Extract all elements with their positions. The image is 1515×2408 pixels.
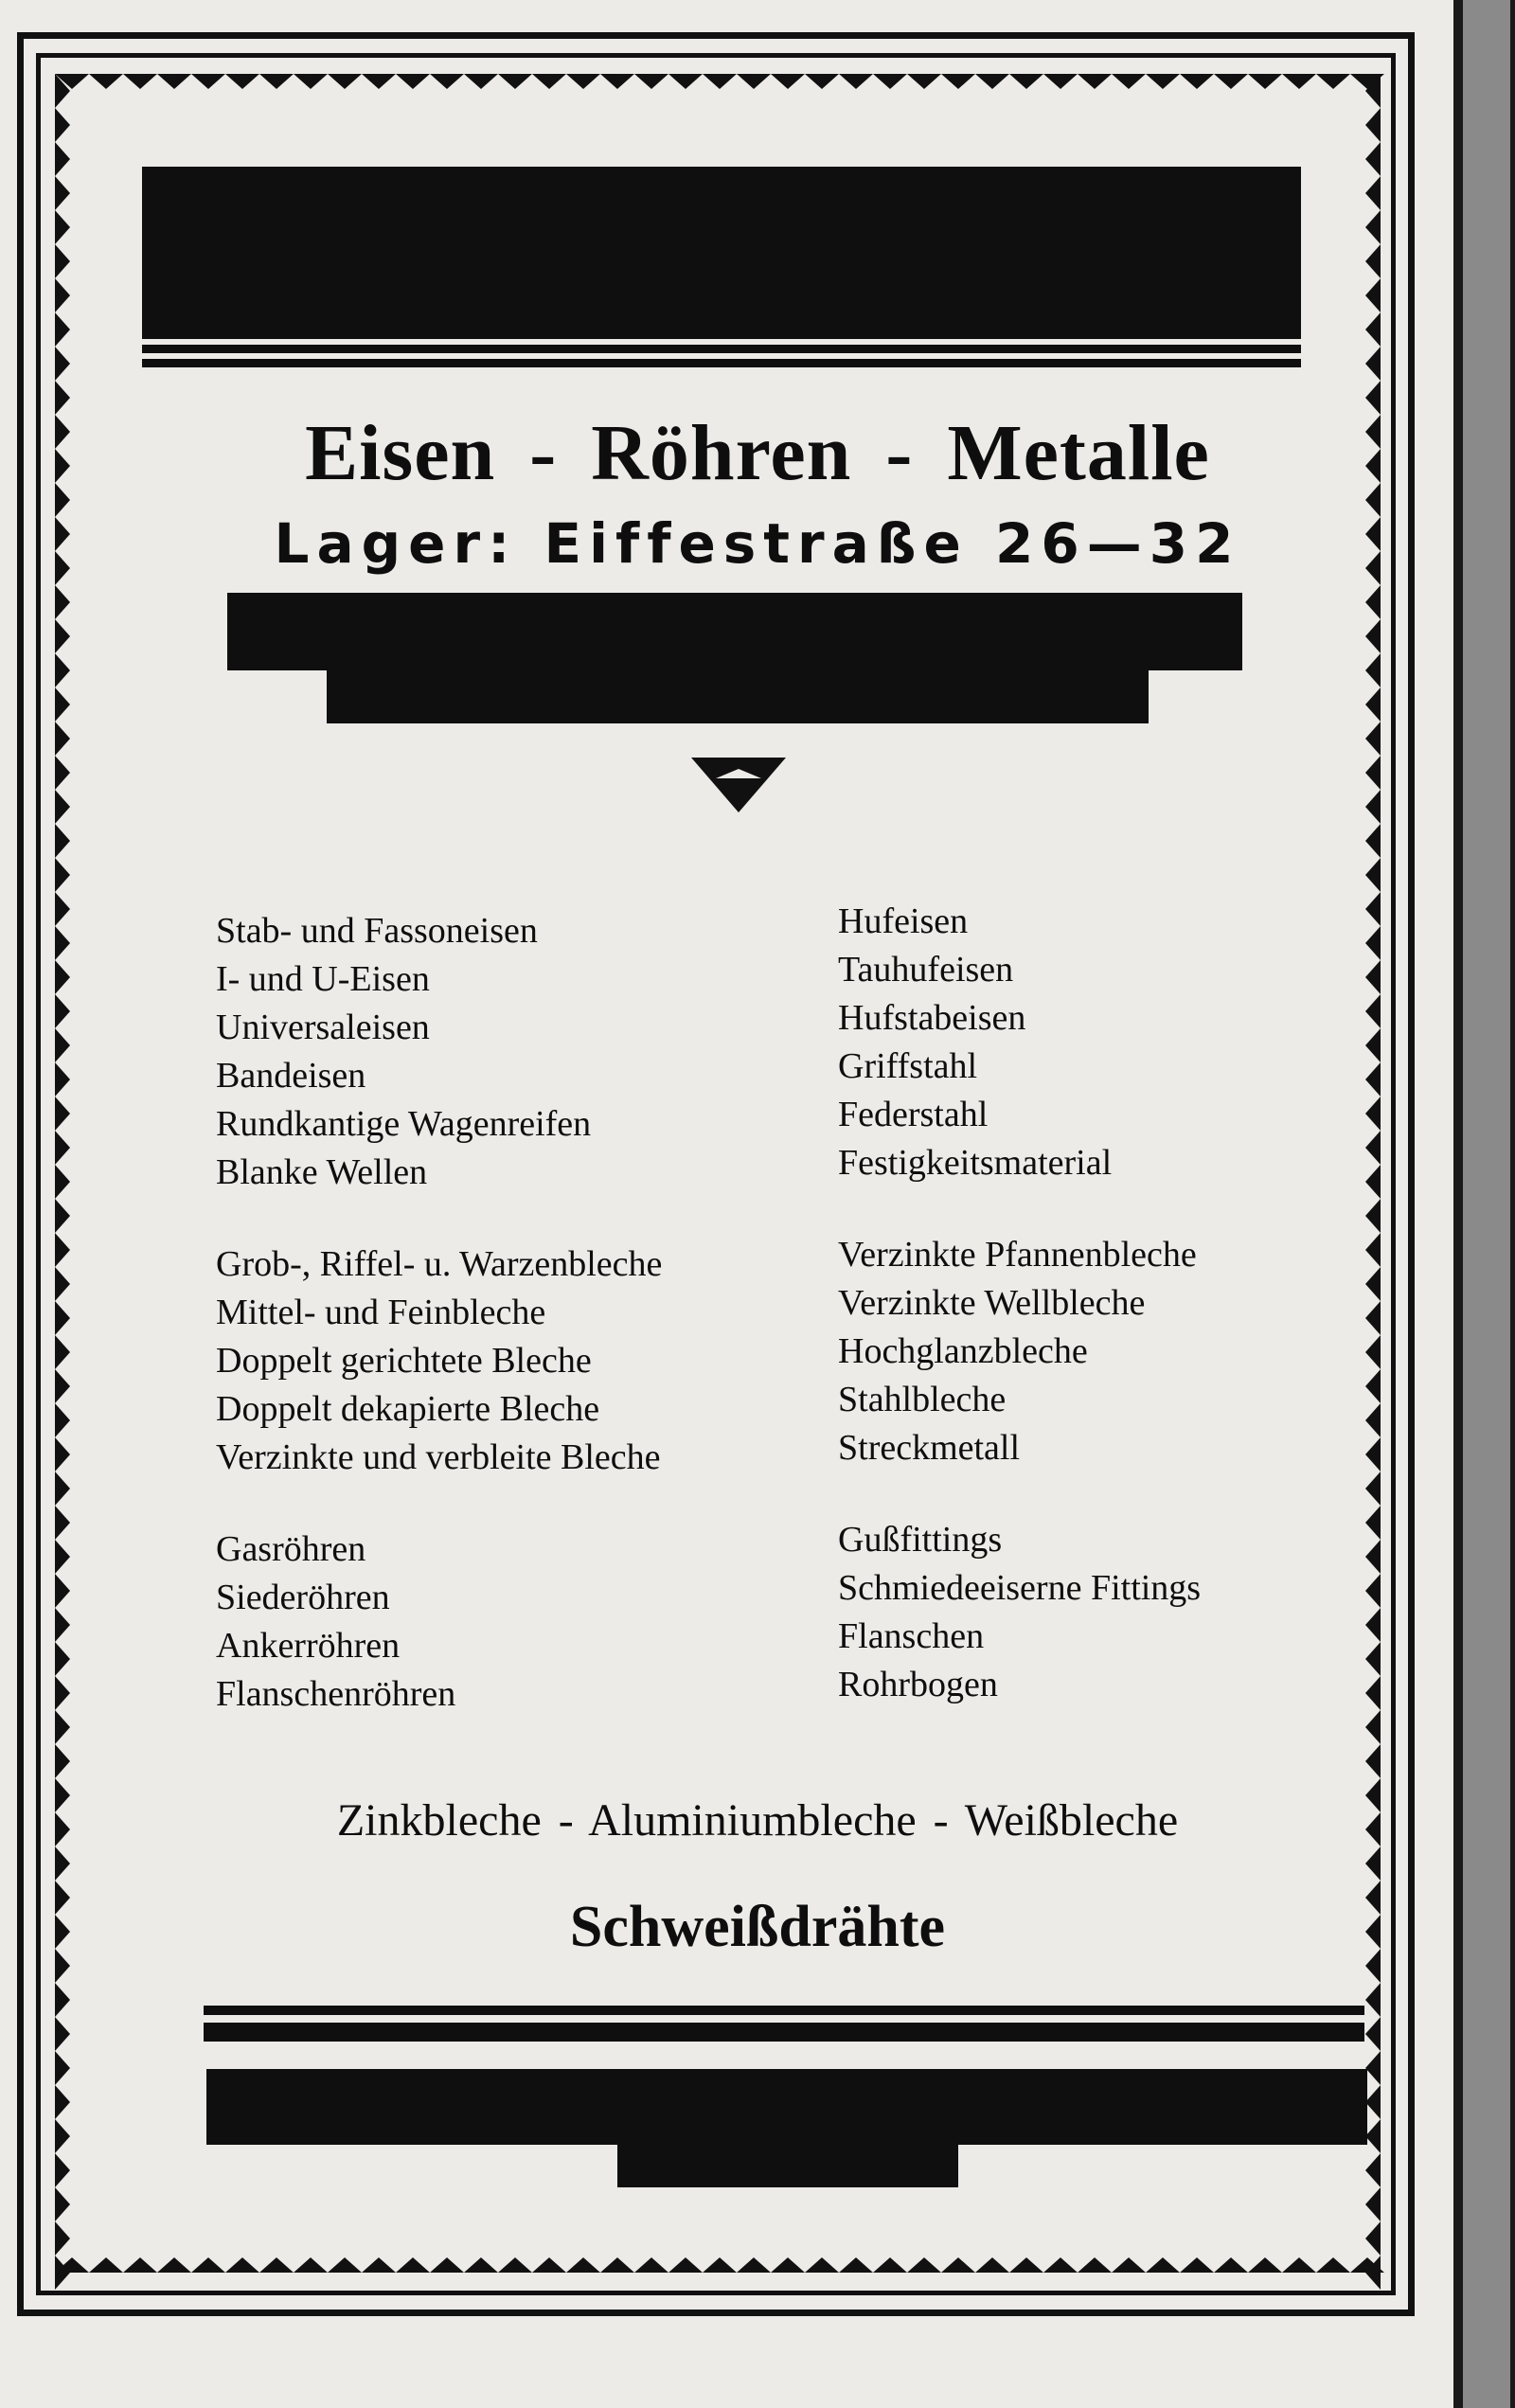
zigzag-tooth — [123, 74, 157, 89]
zigzag-tooth — [55, 653, 70, 687]
zigzag-tooth — [1365, 2119, 1381, 2153]
product-item: Federstahl — [838, 1095, 989, 1134]
product-list-left — [216, 907, 662, 1762]
product-item: Universaleisen — [216, 1008, 430, 1047]
zigzag-tooth — [55, 1028, 70, 1062]
zigzag-tooth — [55, 585, 70, 619]
zigzag-tooth — [1365, 824, 1381, 858]
zigzag-tooth — [1365, 1540, 1381, 1574]
zigzag-tooth — [1365, 1574, 1381, 1608]
zigzag-tooth — [1365, 1710, 1381, 1744]
zigzag-tooth — [1365, 1437, 1381, 1472]
banner-rule — [142, 359, 1301, 367]
zigzag-tooth — [55, 108, 70, 142]
product-list-right — [838, 898, 1201, 1753]
zigzag-tooth — [1282, 74, 1316, 89]
product-item: Verzinkte und verbleite Bleche — [216, 1437, 661, 1477]
zigzag-tooth — [55, 244, 70, 278]
zigzag-tooth — [1365, 108, 1381, 142]
product-item: Schmiedeeiserne Fittings — [838, 1568, 1202, 1608]
headline-separator: - — [885, 409, 914, 497]
zigzag-tooth — [1365, 858, 1381, 892]
zigzag-tooth — [225, 74, 259, 89]
zigzag-tooth — [55, 1233, 70, 1267]
product-item: Stahlbleche — [838, 1380, 1007, 1419]
zigzag-tooth — [1365, 210, 1381, 244]
footer-rule — [204, 2006, 1364, 2015]
headline-word: Röhren — [591, 409, 852, 497]
zigzag-tooth — [1282, 2257, 1316, 2273]
product-item: I- und U-Eisen — [216, 959, 430, 999]
zigzag-tooth — [1365, 176, 1381, 210]
product-item: Hochglanzbleche — [838, 1331, 1088, 1371]
product-item: Streckmetall — [838, 1428, 1021, 1468]
product-item: Griffstahl — [838, 1046, 978, 1086]
zigzag-tooth — [1248, 2257, 1282, 2273]
zigzag-tooth — [55, 1165, 70, 1199]
zigzag-tooth — [55, 892, 70, 926]
zigzag-tooth — [1365, 1642, 1381, 1676]
zigzag-tooth — [259, 74, 294, 89]
zigzag-tooth — [55, 1506, 70, 1540]
zigzag-tooth — [1365, 2187, 1381, 2221]
product-item: Tauhufeisen — [838, 950, 1014, 990]
product-item: Stab- und Fassoneisen — [216, 911, 538, 951]
zigzag-tooth — [771, 74, 805, 89]
zigzag-tooth — [55, 1199, 70, 1233]
product-item: Hufstabeisen — [838, 998, 1026, 1038]
product-group — [838, 1516, 1201, 1709]
zigzag-tooth — [157, 74, 191, 89]
zigzag-tooth — [89, 74, 123, 89]
zigzag-tooth — [1365, 687, 1381, 722]
zigzag-tooth — [55, 1369, 70, 1403]
zigzag-tooth — [907, 2257, 941, 2273]
zigzag-tooth — [55, 722, 70, 756]
zigzag-tooth — [771, 2257, 805, 2273]
product-item: Grob-, Riffel- u. Warzenbleche — [216, 1244, 663, 1284]
zigzag-tooth — [1365, 2085, 1381, 2119]
zigzag-tooth — [55, 2085, 70, 2119]
zigzag-tooth — [1043, 74, 1078, 89]
zigzag-tooth — [498, 74, 532, 89]
zigzag-tooth — [1316, 2257, 1350, 2273]
zigzag-tooth — [55, 1540, 70, 1574]
zigzag-tooth — [839, 74, 873, 89]
zigzag-tooth — [55, 1744, 70, 1778]
zigzag-tooth — [294, 2257, 328, 2273]
zigzag-tooth — [259, 2257, 294, 2273]
zigzag-tooth — [805, 2257, 839, 2273]
zigzag-tooth — [566, 74, 600, 89]
zigzag-tooth — [1365, 2017, 1381, 2051]
zigzag-tooth — [1214, 2257, 1248, 2273]
sheet-metals-line: Zinkbleche - Aluminiumbleche - Weißbleche — [336, 1795, 1179, 1846]
zigzag-tooth — [55, 1335, 70, 1369]
zigzag-tooth — [362, 74, 396, 89]
zigzag-tooth — [55, 1437, 70, 1472]
product-item: Verzinkte Pfannenbleche — [838, 1235, 1197, 1275]
zigzag-tooth — [89, 2257, 123, 2273]
zigzag-tooth — [1043, 2257, 1078, 2273]
footer-bar-wide — [206, 2069, 1367, 2145]
zigzag-tooth — [600, 74, 634, 89]
zigzag-tooth — [737, 74, 771, 89]
zigzag-tooth — [55, 1062, 70, 1097]
welding-wire-heading: Schweißdrähte — [569, 1895, 946, 1959]
headline-separator: - — [529, 409, 558, 497]
zigzag-tooth — [1365, 1097, 1381, 1131]
zigzag-tooth — [1365, 2051, 1381, 2085]
banner-rule — [142, 345, 1301, 353]
zigzag-tooth — [1365, 244, 1381, 278]
zigzag-tooth — [1365, 926, 1381, 960]
zigzag-tooth — [55, 2153, 70, 2187]
zigzag-tooth — [55, 1642, 70, 1676]
product-item: Gußfittings — [838, 1520, 1003, 1560]
zigzag-tooth — [873, 74, 907, 89]
zigzag-tooth — [1365, 278, 1381, 312]
zigzag-tooth — [975, 2257, 1009, 2273]
product-item: Hufeisen — [838, 901, 969, 941]
product-item: Verzinkte Wellbleche — [838, 1283, 1146, 1323]
zigzag-tooth — [55, 1403, 70, 1437]
zigzag-tooth — [1365, 619, 1381, 653]
zigzag-tooth — [55, 2017, 70, 2051]
zigzag-tooth — [464, 2257, 498, 2273]
zigzag-tooth — [55, 2051, 70, 2085]
zigzag-tooth — [873, 2257, 907, 2273]
headline — [0, 407, 1515, 499]
zigzag-tooth — [1365, 585, 1381, 619]
zigzag-tooth — [55, 2119, 70, 2153]
warehouse-address: Lager: Eiffestraße 26—32 — [274, 511, 1241, 576]
zigzag-tooth — [123, 2257, 157, 2273]
zigzag-tooth — [1365, 1744, 1381, 1778]
zigzag-tooth — [532, 2257, 566, 2273]
zigzag-tooth — [55, 1472, 70, 1506]
zigzag-tooth — [55, 2256, 70, 2290]
zigzag-tooth — [1214, 74, 1248, 89]
zigzag-tooth — [55, 790, 70, 824]
product-group — [216, 1525, 662, 1719]
zigzag-tooth — [55, 210, 70, 244]
product-item: Blanke Wellen — [216, 1152, 428, 1192]
zigzag-tooth — [55, 2221, 70, 2256]
zigzag-tooth — [1146, 2257, 1180, 2273]
zigzag-tooth — [1365, 892, 1381, 926]
footer-bar-narrow — [617, 2134, 958, 2187]
zigzag-tooth — [1365, 1335, 1381, 1369]
zigzag-tooth — [737, 2257, 771, 2273]
zigzag-tooth — [1365, 1233, 1381, 1267]
zigzag-tooth — [396, 74, 430, 89]
zigzag-tooth — [975, 74, 1009, 89]
zigzag-tooth — [1365, 1472, 1381, 1506]
zigzag-tooth — [55, 926, 70, 960]
zigzag-tooth — [498, 2257, 532, 2273]
zigzag-tooth — [225, 2257, 259, 2273]
zigzag-tooth — [1365, 1846, 1381, 1881]
zigzag-tooth — [1316, 74, 1350, 89]
product-item: Siederöhren — [216, 1578, 390, 1617]
zigzag-tooth — [55, 1097, 70, 1131]
zigzag-tooth — [191, 74, 225, 89]
zigzag-tooth — [1365, 1403, 1381, 1437]
product-item: Ankerröhren — [216, 1626, 401, 1666]
zigzag-tooth — [941, 2257, 975, 2273]
zigzag-tooth — [55, 1710, 70, 1744]
product-group — [838, 1231, 1201, 1472]
zigzag-tooth — [55, 756, 70, 790]
zigzag-tooth — [1365, 2221, 1381, 2256]
product-item: Festigkeitsmaterial — [838, 1143, 1113, 1183]
zigzag-tooth — [600, 2257, 634, 2273]
zigzag-tooth — [55, 2187, 70, 2221]
footer-rule — [204, 2023, 1364, 2042]
zigzag-tooth — [1365, 653, 1381, 687]
zigzag-tooth — [1112, 74, 1146, 89]
zigzag-tooth — [1365, 1131, 1381, 1165]
zigzag-tooth — [668, 74, 703, 89]
zigzag-tooth — [430, 2257, 464, 2273]
zigzag-tooth — [1365, 1983, 1381, 2017]
zigzag-tooth — [55, 1131, 70, 1165]
zigzag-tooth — [1365, 1369, 1381, 1403]
zigzag-tooth — [55, 824, 70, 858]
zigzag-tooth — [55, 858, 70, 892]
zigzag-tooth — [1365, 722, 1381, 756]
zigzag-tooth — [1365, 1267, 1381, 1301]
zigzag-tooth — [464, 74, 498, 89]
zigzag-tooth — [1009, 2257, 1043, 2273]
product-item: Bandeisen — [216, 1056, 366, 1096]
zigzag-tooth — [566, 2257, 600, 2273]
zigzag-tooth — [55, 142, 70, 176]
zigzag-tooth — [703, 74, 737, 89]
zigzag-tooth — [634, 2257, 668, 2273]
product-group — [838, 898, 1201, 1187]
zigzag-tooth — [634, 74, 668, 89]
zigzag-tooth — [55, 1301, 70, 1335]
zigzag-tooth — [1248, 74, 1282, 89]
product-group — [216, 1240, 662, 1482]
zigzag-tooth — [1146, 74, 1180, 89]
zigzag-tooth — [1365, 1676, 1381, 1710]
zigzag-tooth — [1365, 1506, 1381, 1540]
zigzag-tooth — [532, 74, 566, 89]
zigzag-tooth — [55, 312, 70, 347]
zigzag-tooth — [1180, 2257, 1214, 2273]
zigzag-tooth — [941, 74, 975, 89]
zigzag-tooth — [191, 2257, 225, 2273]
product-item: Gasröhren — [216, 1529, 366, 1569]
product-item: Flanschen — [838, 1616, 985, 1656]
zigzag-tooth — [1365, 1062, 1381, 1097]
zigzag-tooth — [396, 2257, 430, 2273]
zigzag-tooth — [328, 74, 362, 89]
zigzag-tooth — [1365, 1608, 1381, 1642]
zigzag-tooth — [1009, 74, 1043, 89]
zigzag-tooth — [362, 2257, 396, 2273]
zigzag-tooth — [1078, 2257, 1112, 2273]
zigzag-tooth — [55, 347, 70, 381]
zigzag-tooth — [1365, 2153, 1381, 2187]
triangle-ornament — [691, 758, 786, 812]
zigzag-tooth — [1180, 74, 1214, 89]
product-item: Rundkantige Wagenreifen — [216, 1104, 592, 1144]
zigzag-tooth — [55, 994, 70, 1028]
zigzag-tooth — [805, 74, 839, 89]
zigzag-tooth — [1365, 756, 1381, 790]
zigzag-tooth — [907, 74, 941, 89]
product-group — [216, 907, 662, 1197]
zigzag-tooth — [55, 1608, 70, 1642]
zigzag-tooth — [1365, 312, 1381, 347]
company-name-banner — [142, 167, 1301, 339]
zigzag-tooth — [55, 687, 70, 722]
zigzag-tooth — [55, 960, 70, 994]
zigzag-tooth — [1365, 1301, 1381, 1335]
headline-word: Eisen — [305, 409, 496, 497]
zigzag-tooth — [703, 2257, 737, 2273]
product-item: Rohrbogen — [838, 1665, 998, 1704]
zigzag-tooth — [157, 2257, 191, 2273]
zigzag-tooth — [294, 74, 328, 89]
zigzag-tooth — [839, 2257, 873, 2273]
zigzag-tooth — [1112, 2257, 1146, 2273]
zigzag-tooth — [1365, 790, 1381, 824]
product-item: Mittel- und Feinbleche — [216, 1293, 546, 1332]
zigzag-tooth — [1365, 1028, 1381, 1062]
zigzag-tooth — [55, 1574, 70, 1608]
zigzag-tooth — [1365, 994, 1381, 1028]
zigzag-tooth — [55, 619, 70, 653]
zigzag-tooth — [328, 2257, 362, 2273]
zigzag-tooth — [1365, 347, 1381, 381]
product-item: Doppelt dekapierte Bleche — [216, 1389, 600, 1429]
zigzag-tooth — [55, 1983, 70, 2017]
zigzag-tooth — [55, 1846, 70, 1881]
zigzag-tooth — [55, 278, 70, 312]
zigzag-tooth — [1365, 1199, 1381, 1233]
zigzag-tooth — [55, 1267, 70, 1301]
headline-word: Metalle — [947, 409, 1210, 497]
product-item: Flanschenröhren — [216, 1674, 456, 1714]
zigzag-tooth — [55, 176, 70, 210]
zigzag-tooth — [1365, 960, 1381, 994]
zigzag-tooth — [1365, 1165, 1381, 1199]
zigzag-tooth — [1078, 74, 1112, 89]
zigzag-tooth — [55, 1676, 70, 1710]
zigzag-tooth — [1365, 142, 1381, 176]
zigzag-tooth — [430, 74, 464, 89]
zigzag-tooth — [668, 2257, 703, 2273]
decor-bar-narrow — [327, 653, 1149, 723]
product-item: Doppelt gerichtete Bleche — [216, 1341, 592, 1381]
